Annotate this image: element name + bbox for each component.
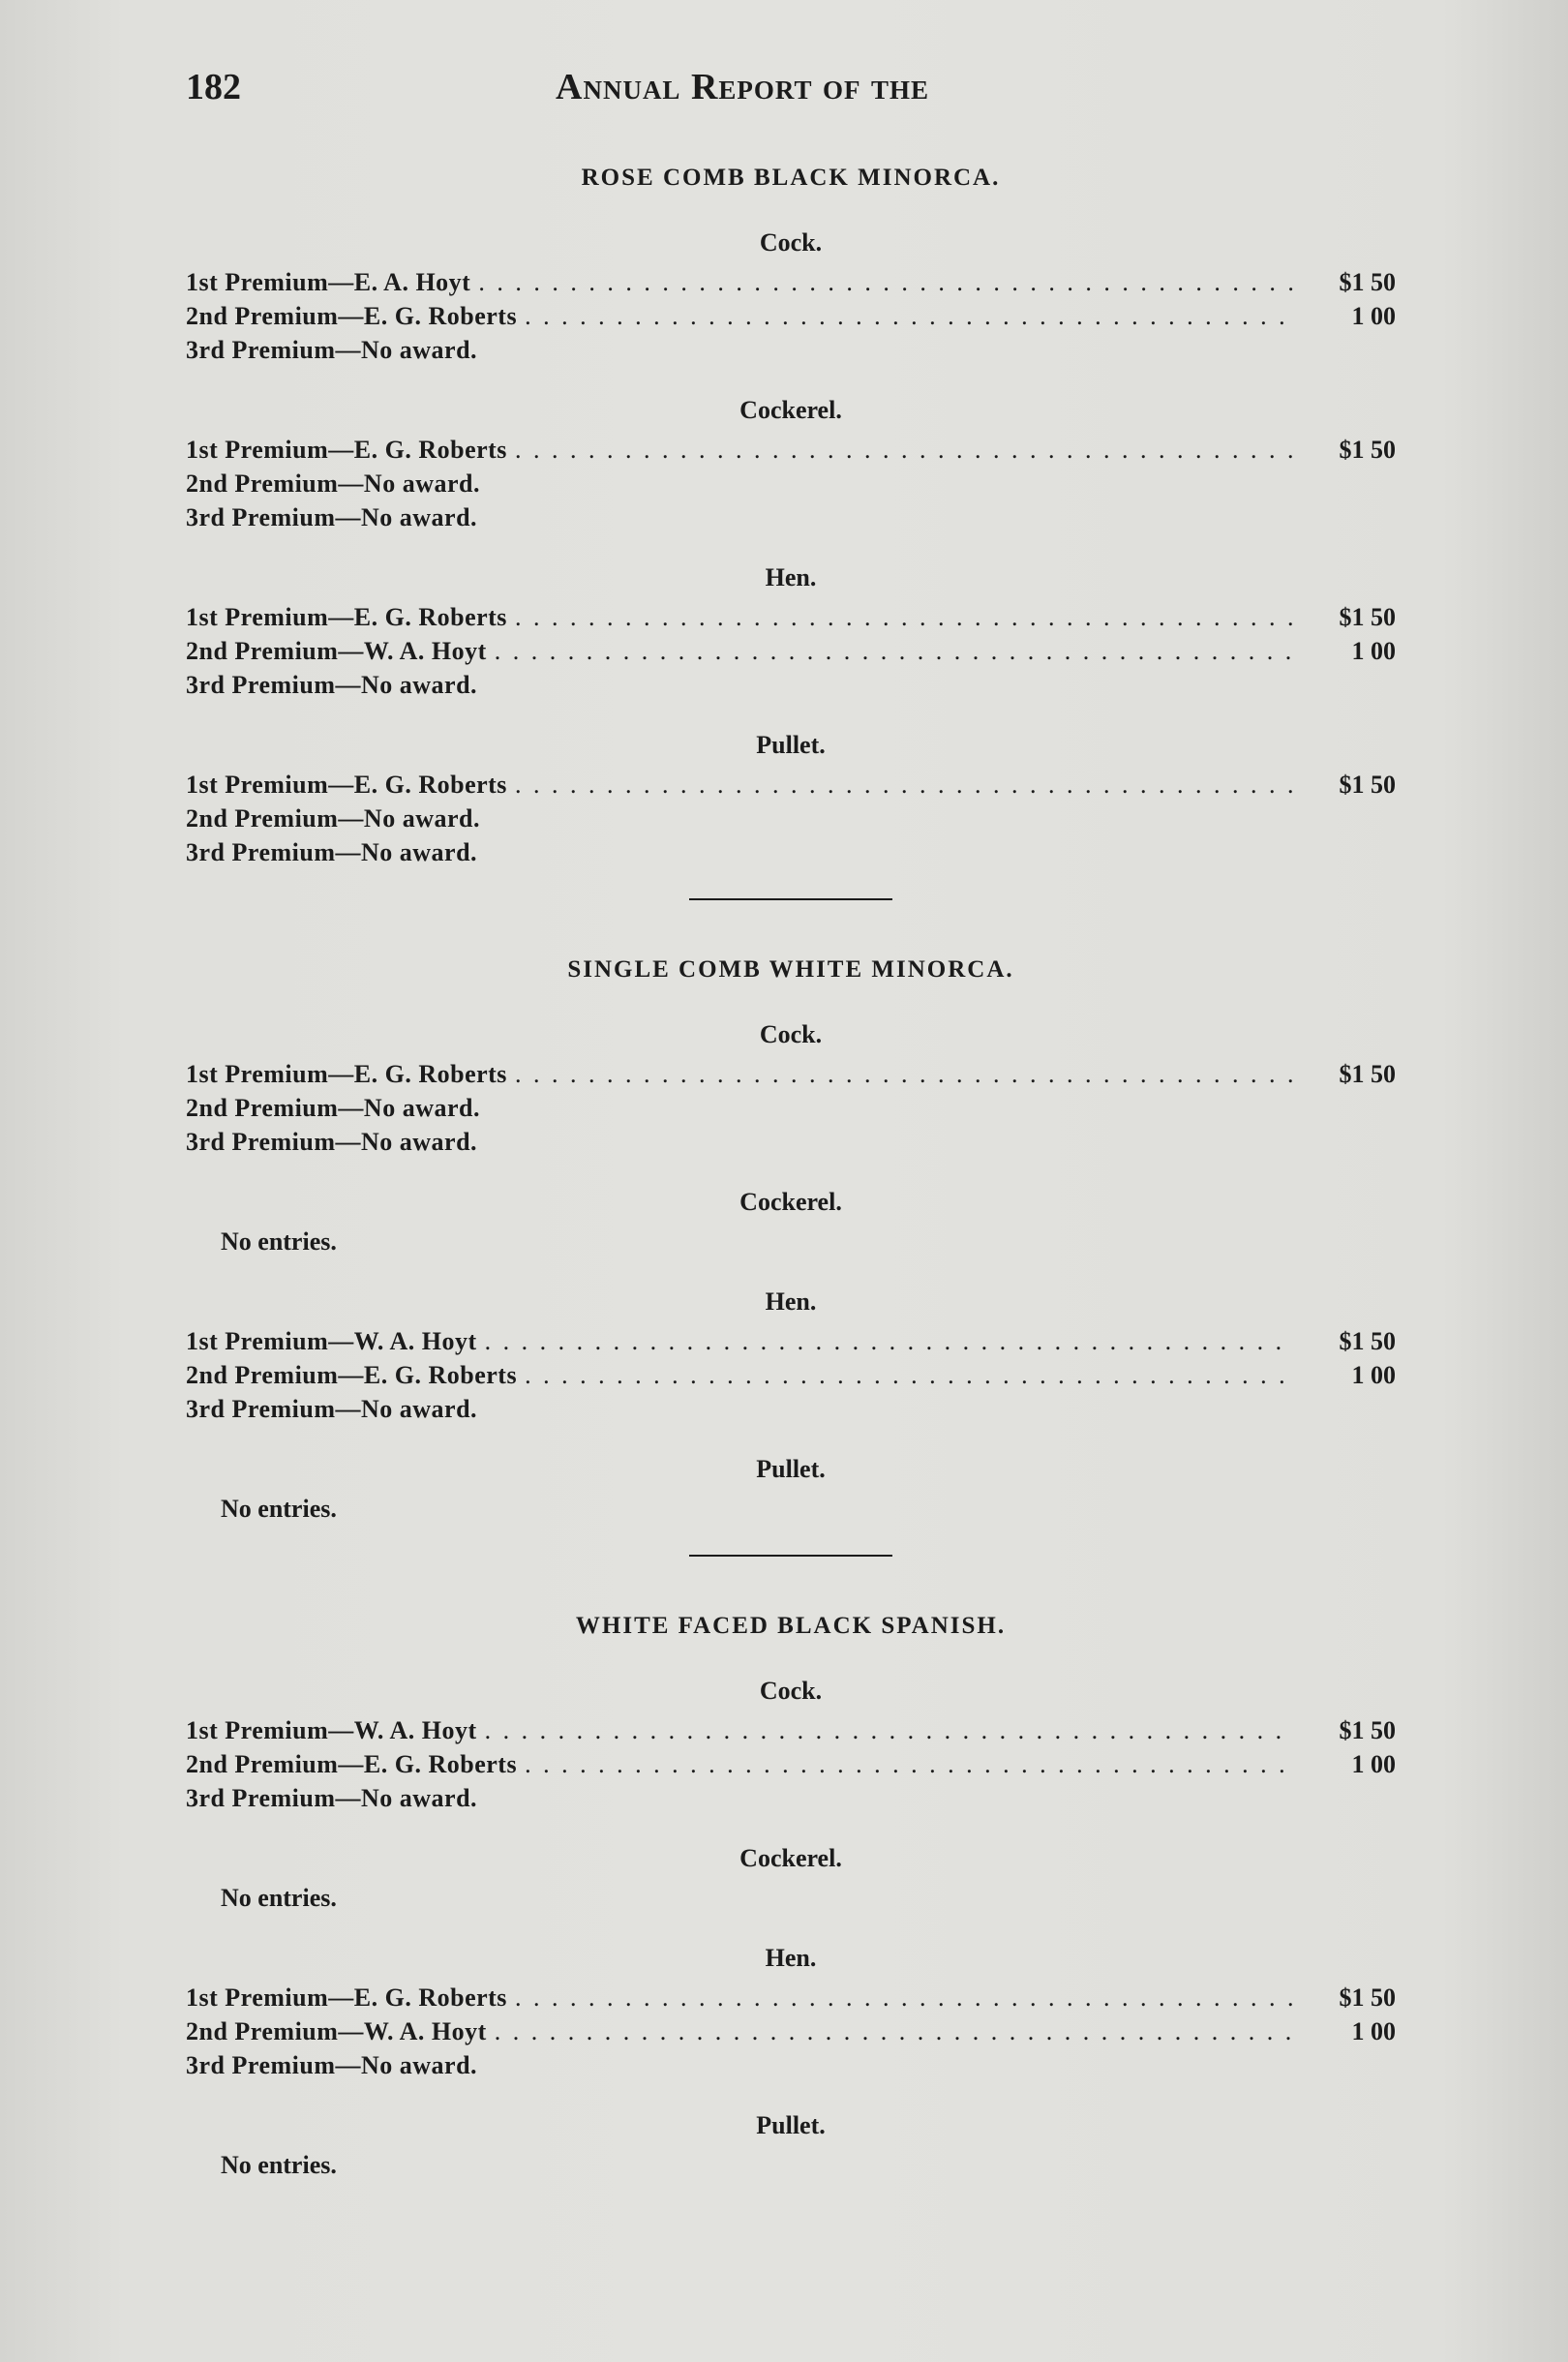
dot-leader xyxy=(478,265,1295,299)
award-row xyxy=(186,1358,1396,1392)
award-row xyxy=(186,500,1396,534)
award-placement: 1st Premium—E. A. Hoyt xyxy=(186,268,471,296)
award-placement: 2nd Premium—No award. xyxy=(186,804,480,833)
award-row xyxy=(186,1125,1396,1159)
no-entries-note: No entries. xyxy=(221,1884,337,1912)
dot-leader xyxy=(525,299,1295,333)
award-placement: 1st Premium—E. G. Roberts xyxy=(186,1983,507,2012)
class-title: Cock. xyxy=(759,1020,823,1048)
award-row xyxy=(186,299,1396,333)
class-title: Cock. xyxy=(759,228,823,257)
dot-leader xyxy=(515,600,1295,634)
award-amount: $1 50 xyxy=(1339,1716,1396,1744)
award-row xyxy=(186,668,1396,702)
award-placement: 2nd Premium—No award. xyxy=(186,1094,480,1122)
page-number: 182 xyxy=(186,67,241,107)
award-placement: 2nd Premium—E. G. Roberts xyxy=(186,302,518,330)
class-block xyxy=(186,731,1396,869)
class-block xyxy=(186,1677,1396,1815)
award-amount: 1 00 xyxy=(1351,302,1396,330)
award-placement: 2nd Premium—W. A. Hoyt xyxy=(186,2017,487,2045)
award-placement: 2nd Premium—E. G. Roberts xyxy=(186,1361,518,1389)
award-row xyxy=(186,1781,1396,1815)
award-placement: 1st Premium—W. A. Hoyt xyxy=(186,1327,477,1355)
award-placement: 3rd Premium—No award. xyxy=(186,2051,478,2079)
award-row xyxy=(186,2048,1396,2082)
class-block xyxy=(186,1020,1396,1159)
award-placement: 1st Premium—E. G. Roberts xyxy=(186,603,507,631)
award-row xyxy=(186,634,1396,668)
dot-leader xyxy=(515,1057,1295,1091)
no-entries-note: No entries. xyxy=(221,2151,337,2179)
award-row xyxy=(186,802,1396,835)
award-placement: 3rd Premium—No award. xyxy=(186,1395,478,1423)
award-placement: 3rd Premium—No award. xyxy=(186,838,478,866)
award-placement: 3rd Premium—No award. xyxy=(186,1784,478,1812)
award-row xyxy=(186,1981,1396,2014)
dot-leader xyxy=(495,634,1295,668)
award-amount: $1 50 xyxy=(1339,771,1396,799)
award-row xyxy=(186,768,1396,802)
award-amount: $1 50 xyxy=(1339,436,1396,464)
dot-leader xyxy=(495,2014,1295,2048)
class-title: Hen. xyxy=(765,1944,817,1972)
running-head: Annual Report of the xyxy=(556,67,929,107)
class-block xyxy=(186,1844,1396,1915)
class-title: Hen. xyxy=(765,563,817,591)
award-row xyxy=(186,2014,1396,2048)
award-amount: 1 00 xyxy=(1351,637,1396,665)
dot-leader xyxy=(485,1713,1295,1747)
award-amount: $1 50 xyxy=(1339,268,1396,296)
class-title: Hen. xyxy=(765,1287,817,1316)
award-amount: 1 00 xyxy=(1351,1750,1396,1778)
award-placement: 2nd Premium—E. G. Roberts xyxy=(186,1750,518,1778)
class-title: Cockerel. xyxy=(739,396,842,424)
dot-leader xyxy=(515,433,1295,467)
award-row xyxy=(186,433,1396,467)
award-placement: 3rd Premium—No award. xyxy=(186,503,478,531)
award-amount: $1 50 xyxy=(1339,1327,1396,1355)
class-title: Cockerel. xyxy=(739,1844,842,1872)
award-row xyxy=(186,1747,1396,1781)
dot-leader xyxy=(515,768,1295,802)
award-placement: 3rd Premium—No award. xyxy=(186,671,478,699)
class-block xyxy=(186,1287,1396,1426)
award-placement: 3rd Premium—No award. xyxy=(186,1128,478,1156)
class-block xyxy=(186,228,1396,367)
award-row xyxy=(186,1057,1396,1091)
award-placement: 2nd Premium—No award. xyxy=(186,469,480,498)
dot-leader xyxy=(485,1324,1295,1358)
section-title: WHITE FACED BLACK SPANISH. xyxy=(575,1613,1007,1639)
class-block xyxy=(186,1188,1396,1258)
page-header xyxy=(186,58,1396,126)
award-row xyxy=(186,600,1396,634)
award-row xyxy=(186,1324,1396,1358)
class-block xyxy=(186,1944,1396,2082)
class-block xyxy=(186,1455,1396,1526)
class-block xyxy=(186,2111,1396,2182)
award-row xyxy=(186,1392,1396,1426)
section-divider xyxy=(689,898,892,900)
award-placement: 1st Premium—E. G. Roberts xyxy=(186,436,507,464)
award-row xyxy=(186,1713,1396,1747)
section-title: SINGLE COMB WHITE MINORCA. xyxy=(567,956,1014,983)
award-placement: 1st Premium—W. A. Hoyt xyxy=(186,1716,477,1744)
award-amount: $1 50 xyxy=(1339,1983,1396,2012)
award-placement: 1st Premium—E. G. Roberts xyxy=(186,1060,507,1088)
award-placement: 2nd Premium—W. A. Hoyt xyxy=(186,637,487,665)
class-title: Pullet. xyxy=(756,1455,826,1483)
no-entries-note: No entries. xyxy=(221,1495,337,1523)
class-block xyxy=(186,396,1396,534)
award-amount: 1 00 xyxy=(1351,1361,1396,1389)
award-placement: 3rd Premium—No award. xyxy=(186,336,478,364)
page-content xyxy=(186,165,1396,2211)
class-title: Cock. xyxy=(759,1677,823,1705)
award-row xyxy=(186,467,1396,500)
award-row xyxy=(186,333,1396,367)
award-amount: 1 00 xyxy=(1351,2017,1396,2045)
award-row xyxy=(186,1091,1396,1125)
class-block xyxy=(186,563,1396,702)
award-amount: $1 50 xyxy=(1339,603,1396,631)
award-placement: 1st Premium—E. G. Roberts xyxy=(186,771,507,799)
award-amount: $1 50 xyxy=(1339,1060,1396,1088)
dot-leader xyxy=(525,1747,1295,1781)
class-title: Pullet. xyxy=(756,731,826,759)
award-row xyxy=(186,265,1396,299)
class-title: Pullet. xyxy=(756,2111,826,2139)
dot-leader xyxy=(525,1358,1295,1392)
award-row xyxy=(186,835,1396,869)
section-title: ROSE COMB BLACK MINORCA. xyxy=(581,165,1001,191)
no-entries-note: No entries. xyxy=(221,1227,337,1256)
class-title: Cockerel. xyxy=(739,1188,842,1216)
dot-leader xyxy=(515,1981,1295,2014)
section-divider xyxy=(689,1555,892,1557)
